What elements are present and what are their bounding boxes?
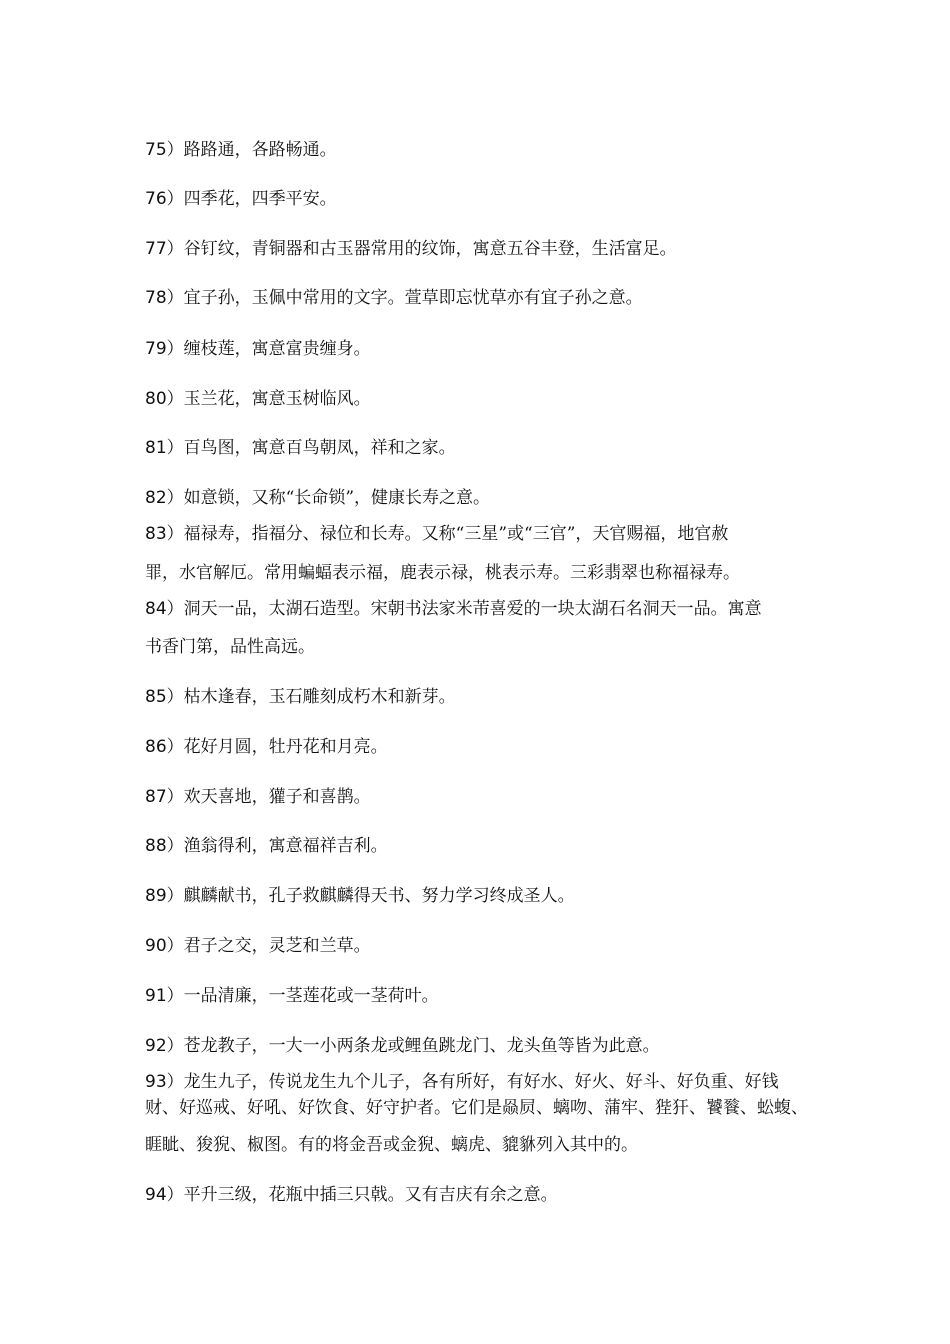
list-item xyxy=(145,1184,815,1206)
item-number: 89） xyxy=(145,886,184,906)
list-item-continuation xyxy=(145,636,815,658)
list-item xyxy=(145,736,815,758)
item-number: 81） xyxy=(145,438,184,458)
item-text: 四季花，四季平安。 xyxy=(183,189,337,209)
item-text: 缠枝莲，寓意富贵缠身。 xyxy=(183,339,371,359)
item-text: 花好月圆，牡丹花和月亮。 xyxy=(183,737,388,757)
list-item xyxy=(145,835,815,857)
item-text: 书香门第，品性高远。 xyxy=(145,637,315,657)
item-number: 79） xyxy=(145,339,184,359)
item-number: 77） xyxy=(145,239,184,259)
list-item xyxy=(145,985,815,1007)
list-item xyxy=(145,188,815,210)
list-item xyxy=(145,1071,815,1093)
item-number: 75） xyxy=(145,140,184,160)
item-text: 麒麟献书，孔子救麒麟得天书、努力学习终成圣人。 xyxy=(183,886,575,906)
item-text: 宜子孙，玉佩中常用的文字。萱草即忘忧草亦有宜子孙之意。 xyxy=(183,288,643,308)
item-number: 91） xyxy=(145,986,184,1006)
list-item xyxy=(145,139,815,161)
list-item xyxy=(145,388,815,410)
list-item xyxy=(145,437,815,459)
item-number: 84） xyxy=(145,599,184,619)
item-number: 80） xyxy=(145,389,184,409)
item-text: 龙生九子，传说龙生九个儿子，各有所好，有好水、好火、好斗、好负重、好钱 xyxy=(183,1072,779,1092)
item-text: 欢天喜地，獾子和喜鹊。 xyxy=(183,787,371,807)
list-item-continuation xyxy=(145,562,815,584)
item-text: 平升三级，花瓶中插三只戟。又有吉庆有余之意。 xyxy=(183,1185,558,1205)
list-item xyxy=(145,885,815,907)
list-item xyxy=(145,487,815,509)
item-text: 如意锁，又称“长命锁”，健康长寿之意。 xyxy=(183,488,491,508)
item-text: 洞天一品，太湖石造型。宋朝书法家米芾喜爱的一块太湖石名洞天一品。寓意 xyxy=(183,599,762,619)
item-number: 83） xyxy=(145,524,184,544)
item-number: 85） xyxy=(145,687,184,707)
item-text: 财、好巡戒、好吼、好饮食、好守护者。它们是赑屃、螭吻、蒲牢、狴犴、饕餮、蚣蝮、 xyxy=(145,1098,808,1118)
item-text: 罪，水官解厄。常用蝙蝠表示福，鹿表示禄，桃表示寿。三彩翡翠也称福禄寿。 xyxy=(145,563,740,583)
item-number: 86） xyxy=(145,737,184,757)
item-number: 88） xyxy=(145,836,184,856)
item-number: 94） xyxy=(145,1185,184,1205)
item-text: 路路通，各路畅通。 xyxy=(183,140,337,160)
item-number: 90） xyxy=(145,936,184,956)
item-number: 92） xyxy=(145,1036,184,1056)
item-text: 百鸟图，寓意百鸟朝凤，祥和之家。 xyxy=(183,438,456,458)
item-text: 谷钉纹，青铜器和古玉器常用的纹饰，寓意五谷丰登，生活富足。 xyxy=(183,239,677,259)
item-number: 78） xyxy=(145,288,184,308)
item-text: 渔翁得利，寓意福祥吉利。 xyxy=(183,836,388,856)
item-text: 睚眦、狻猊、椒图。有的将金吾或金猊、螭虎、貔貅列入其中的。 xyxy=(145,1135,638,1155)
list-item xyxy=(145,287,815,309)
list-item xyxy=(145,238,815,260)
item-number: 82） xyxy=(145,488,184,508)
item-number: 76） xyxy=(145,189,184,209)
list-item xyxy=(145,338,815,360)
list-item-continuation xyxy=(145,1097,815,1119)
list-item xyxy=(145,935,815,957)
list-item xyxy=(145,523,815,545)
item-text: 苍龙教子，一大一小两条龙或鲤鱼跳龙门、龙头鱼等皆为此意。 xyxy=(183,1036,660,1056)
list-item xyxy=(145,1035,815,1057)
item-text: 枯木逢春，玉石雕刻成朽木和新芽。 xyxy=(183,687,456,707)
item-text: 一品清廉，一茎莲花或一茎荷叶。 xyxy=(183,986,439,1006)
list-item xyxy=(145,598,815,620)
item-number: 93） xyxy=(145,1072,184,1092)
item-number: 87） xyxy=(145,787,184,807)
item-text: 君子之交，灵芝和兰草。 xyxy=(183,936,371,956)
item-text: 玉兰花，寓意玉树临风。 xyxy=(183,389,371,409)
item-text: 福禄寿，指福分、禄位和长寿。又称“三星”或“三官”，天官赐福，地官赦 xyxy=(183,524,729,544)
list-item xyxy=(145,786,815,808)
list-item xyxy=(145,686,815,708)
list-item-continuation xyxy=(145,1134,815,1156)
